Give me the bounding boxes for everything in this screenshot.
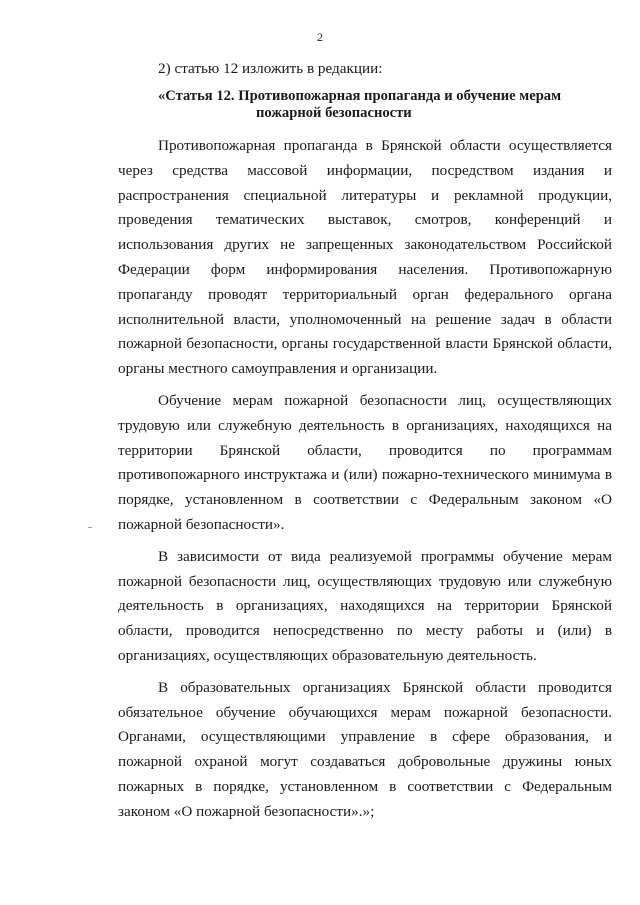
article-title-line-1: «Статья 12. Противопожарная пропаганда и обучение мерам <box>158 88 562 104</box>
margin-mark <box>88 527 92 528</box>
paragraph-training: Обучение мерам пожарной безопасности лиц, осуществляющих трудовую или служебную деятельность в организациях, находящихся на территории Брянской области, проводится по программам противопожарного инструктажа и (или) пожарно-технического минимума в порядке, установленном в соответствии с Федеральным законом «О пожарной безопасности». <box>118 391 612 533</box>
paragraph-program-type: В зависимости от вида реализуемой программы обучение мерам пожарной безопасности лиц, осуществляющих трудовую или служебную деятельность в организациях, находящихся на территории Брянской области, проводится непосредственно по месту работы и (или) в организациях, осуществляющих образовательную деятельность. <box>118 547 612 664</box>
article-title <box>118 88 612 122</box>
paragraph-propaganda: Противопожарная пропаганда в Брянской области осуществляется через средства массовой информации, посредством издания и распространения специальной литературы и рекламной продукции, проведения тематических выставок, смотров, конференций и использования других не запрещенных законодательством Российской Федерации форм информирования населения. Противопожарную пропаганду проводят территориальный орган федерального органа исполнительной власти, уполномоченный на решение задач в области пожарной безопасности, органы государственной власти Брянской области, органы местного самоуправления и организации. <box>118 137 612 378</box>
article-title-line-2: пожарной безопасности <box>256 105 412 121</box>
page-number: 2 <box>317 30 323 44</box>
amendment-intro: 2) статью 12 изложить в редакции: <box>158 60 383 77</box>
document-body <box>118 58 612 832</box>
paragraph-education: В образовательных организациях Брянской области проводится обязательное обучение обучающихся мерам пожарной безопасности. Органами, осуществляющими управление в сфере образования, и пожарной охраной могут создаваться добровольные дружины юных пожарных в порядке, установленном в соответствии с Федеральным законом «О пожарной безопасности».»; <box>118 678 612 820</box>
